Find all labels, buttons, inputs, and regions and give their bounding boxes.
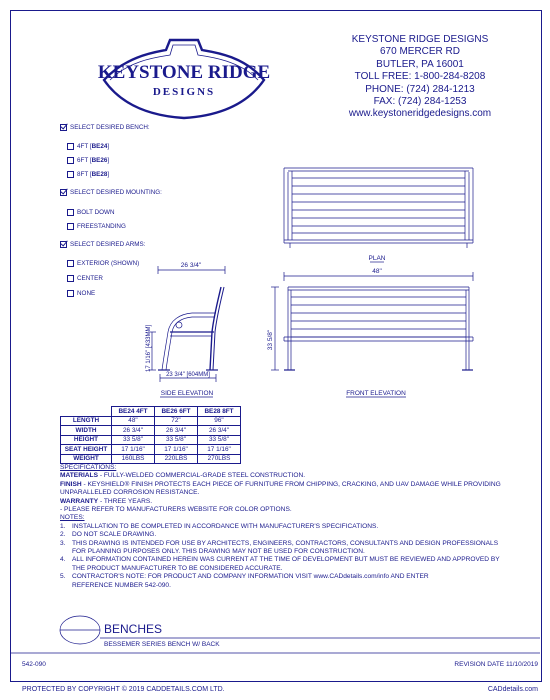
- option-code: BE24: [91, 143, 108, 150]
- plan-label: PLAN: [368, 255, 386, 262]
- spec-label: WARRANTY: [60, 497, 99, 505]
- note-line: [60, 582, 530, 590]
- column-header: BE26 6FT: [155, 407, 198, 417]
- note-number: 2.: [60, 531, 66, 539]
- drawing-title: BENCHES: [104, 622, 163, 636]
- company-tollfree: TOLL FREE: 1-800-284-8208: [354, 71, 486, 83]
- company-website[interactable]: www.keystoneridgedesigns.com: [348, 108, 492, 120]
- plan-view: [284, 168, 473, 248]
- table-cell: 17 1/16": [155, 445, 198, 455]
- option-text: 4FT [: [77, 143, 92, 150]
- table-cell: 96": [198, 416, 241, 426]
- note-line: [60, 523, 530, 531]
- note-text: THE PRODUCT MANUFACTURER TO BE CONSIDERED ACCURATE.: [72, 564, 283, 572]
- table-corner: [61, 407, 112, 417]
- front-height-dimension: 33 5/8": [267, 329, 274, 351]
- note-number: 3.: [60, 539, 66, 547]
- option-code: BE28: [91, 171, 108, 178]
- spec-warranty: [60, 498, 530, 506]
- column-header: BE28 8FT: [198, 407, 241, 417]
- table-cell: 48": [112, 416, 155, 426]
- notes-heading: NOTES:: [60, 514, 85, 522]
- table-cell: 160LBS: [112, 454, 155, 464]
- row-label: HEIGHT: [61, 435, 112, 445]
- spec-finish-cont: UNPARALLELED CORROSION RESISTANCE.: [60, 489, 200, 497]
- table-cell: 220LBS: [155, 454, 198, 464]
- company-name: KEYSTONE RIDGE DESIGNS: [351, 34, 489, 45]
- option-text: ]: [107, 171, 110, 178]
- note-number: 4.: [60, 556, 66, 564]
- spec-materials: [60, 472, 530, 480]
- caddetails-link[interactable]: CADdetails.com: [487, 686, 538, 693]
- front-elevation-view: [284, 287, 473, 370]
- note-text: ALL INFORMATION CONTAINED HEREIN WAS CURRENT AT THE TIME OF DEVELOPMENT BUT MUST BE REVIEWED AND APPROVED BY: [72, 556, 500, 564]
- company-fax: FAX: (724) 284-1253: [373, 96, 467, 108]
- option-label: EXTERIOR (SHOWN): [77, 260, 140, 267]
- note-text: THIS DRAWING IS INTENDED FOR USE BY ARCHITECTS, ENGINEERS, CONTRACTORS, CONSULTANTS AND DESIGN PROFESSIONALS: [72, 539, 499, 547]
- seat-height-dimension: 17 1/16" [433MM]: [146, 324, 152, 372]
- spec-finish: [60, 481, 530, 489]
- dimensions-table: [60, 406, 241, 464]
- note-line: [60, 548, 530, 556]
- company-phone: PHONE: (724) 284-1213: [365, 83, 475, 95]
- table-row: [61, 416, 241, 426]
- bench-heading-label: SELECT DESIRED BENCH:: [70, 124, 150, 131]
- note-line: [60, 565, 530, 573]
- mount-heading-label: SELECT DESIRED MOUNTING:: [70, 189, 162, 196]
- row-label: LENGTH: [61, 416, 112, 426]
- table-cell: 33 5/8": [112, 435, 155, 445]
- drawing-subtitle: BESSEMER SERIES BENCH W/ BACK: [104, 641, 220, 648]
- note-line: [60, 531, 530, 539]
- note-text: INSTALLATION TO BE COMPLETED IN ACCORDANCE WITH MANUFACTURER'S SPECIFICATIONS.: [72, 522, 379, 530]
- company-address-line2: BUTLER, PA 16001: [376, 58, 464, 70]
- column-header: BE24 4FT: [112, 407, 155, 417]
- option-label: BOLT DOWN: [77, 209, 115, 216]
- note-line: [60, 573, 530, 581]
- table-cell: 270LBS: [198, 454, 241, 464]
- note-text: REFERENCE NUMBER 542-090.: [72, 581, 171, 589]
- table-cell: 26 3/4": [112, 426, 155, 436]
- table-cell: 33 5/8": [198, 435, 241, 445]
- copyright-notice: PROTECTED BY COPYRIGHT © 2019 CADDETAILS.COM LTD.: [22, 686, 225, 693]
- option-label: CENTER: [77, 275, 103, 282]
- table-cell: 17 1/16": [198, 445, 241, 455]
- logo-text-main: KEYSTONE RIDGE: [97, 62, 271, 83]
- side-base-dimension: 23 3/4" [604MM]: [166, 372, 210, 378]
- note-line: [60, 540, 530, 548]
- side-elevation-label: SIDE ELEVATION: [160, 390, 214, 397]
- plan-width-dimension: 48": [372, 268, 382, 275]
- option-text: 6FT [: [77, 157, 92, 164]
- spec-text: - THREE YEARS.: [98, 497, 153, 505]
- spec-label: MATERIALS: [60, 472, 98, 480]
- table-row: [61, 426, 241, 436]
- table-row: [61, 454, 241, 464]
- note-number: 5.: [60, 573, 66, 581]
- company-address-line1: 670 MERCER RD: [379, 46, 461, 58]
- table-cell: 17 1/16": [112, 445, 155, 455]
- table-cell: 33 5/8": [155, 435, 198, 445]
- table-row: [61, 435, 241, 445]
- side-depth-dimension: 26 3/4": [180, 262, 202, 269]
- table-row: [61, 445, 241, 455]
- side-elevation-view: [158, 287, 224, 370]
- spec-text: - FULLY-WELDED COMMERCIAL-GRADE STEEL CONSTRUCTION.: [97, 472, 306, 480]
- note-text: FOR PLANNING PURPOSES ONLY. THIS DRAWING MAY NOT BE USED FOR CONSTRUCTION.: [72, 548, 365, 556]
- revision-date: REVISION DATE 11/10/2019: [454, 661, 538, 668]
- row-label: WIDTH: [61, 426, 112, 436]
- note-text: DO NOT SCALE DRAWING.: [72, 531, 157, 539]
- spec-text: - KEYSHIELD® FINISH PROTECTS EACH PIECE OF FURNITURE FROM CHIPPING, CRACKING, AND UAV DAMAGE WHILE PROVIDING: [81, 480, 501, 488]
- option-text: ]: [107, 157, 110, 164]
- option-code: BE26: [91, 157, 108, 164]
- option-label: NONE: [77, 290, 96, 297]
- option-text: 8FT [: [77, 171, 92, 178]
- spec-label: FINISH: [60, 480, 82, 488]
- option-text: ]: [107, 143, 110, 150]
- logo-text-sub: DESIGNS: [152, 86, 216, 98]
- specifications-heading: SPECIFICATIONS:: [60, 464, 117, 471]
- row-label: WEIGHT: [61, 454, 112, 464]
- front-elevation-label: FRONT ELEVATION: [346, 390, 406, 397]
- arms-heading-label: SELECT DESIRED ARMS:: [70, 241, 146, 248]
- note-line: [60, 556, 530, 564]
- table-cell: 26 3/4": [198, 426, 241, 436]
- drawing-number: 542-090: [22, 661, 46, 668]
- specifications-notes: [60, 464, 530, 590]
- table-cell: 26 3/4": [155, 426, 198, 436]
- table-header-row: [61, 407, 241, 417]
- row-label: SEAT HEIGHT: [61, 445, 112, 455]
- note-text: CONTRACTOR'S NOTE: FOR PRODUCT AND COMPANY INFORMATION VISIT www.CADdetails.com/info AND ENTER: [72, 573, 429, 581]
- spec-colors: - PLEASE REFER TO MANUFACTURERS WEBSITE FOR COLOR OPTIONS.: [60, 506, 292, 514]
- table-cell: 72": [155, 416, 198, 426]
- note-number: 1.: [60, 522, 66, 530]
- option-label: FREESTANDING: [77, 223, 126, 230]
